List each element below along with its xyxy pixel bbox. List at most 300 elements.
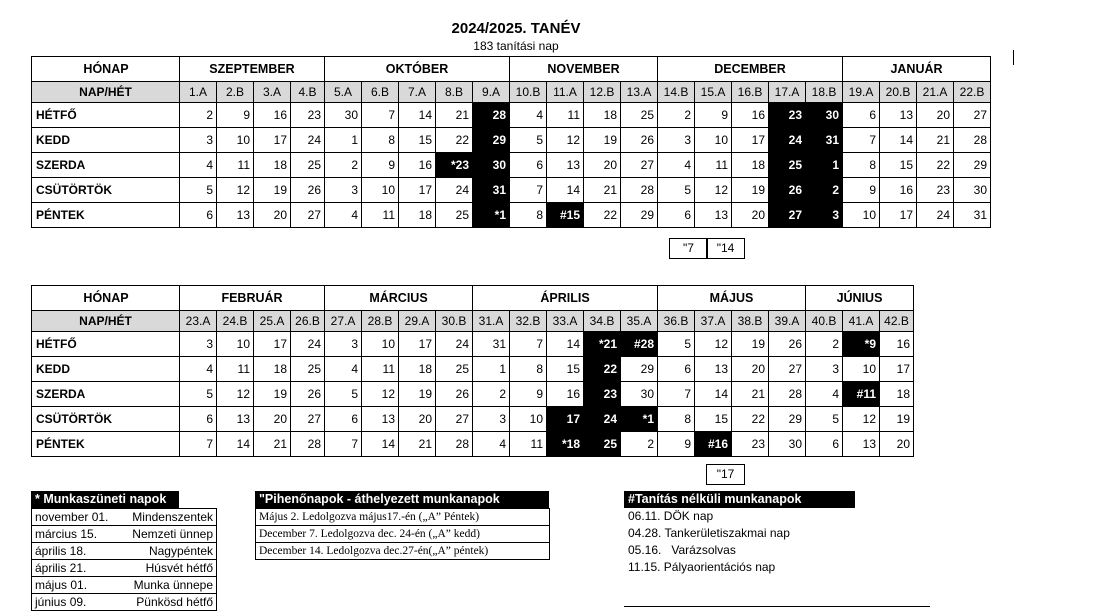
date-cell: 30 bbox=[769, 432, 806, 457]
date-cell: 5 bbox=[658, 332, 695, 357]
holiday-row bbox=[32, 594, 217, 611]
date-cell: 13 bbox=[695, 357, 732, 382]
day-row bbox=[32, 432, 914, 457]
date-cell: 17 bbox=[254, 128, 291, 153]
date-cell: 5 bbox=[806, 407, 843, 432]
date-cell: 27 bbox=[769, 357, 806, 382]
date-cell: 16 bbox=[399, 153, 436, 178]
date-cell: 13 bbox=[547, 153, 584, 178]
week-number: 19.A bbox=[843, 82, 880, 103]
date-cell: 4 bbox=[806, 382, 843, 407]
restday-text: December 14. Ledolgozva dec.27-én(„A” péntek) bbox=[256, 543, 550, 560]
day-row bbox=[32, 332, 914, 357]
date-cell: 27 bbox=[954, 103, 991, 128]
date-cell: 20 bbox=[584, 153, 621, 178]
date-cell: 17 bbox=[399, 332, 436, 357]
date-cell: 10 bbox=[510, 407, 547, 432]
date-cell: *21 bbox=[584, 332, 621, 357]
date-cell: 25 bbox=[436, 203, 473, 228]
date-cell: 7 bbox=[180, 432, 217, 457]
date-cell: 25 bbox=[621, 103, 658, 128]
date-cell: 15 bbox=[399, 128, 436, 153]
date-cell: 29 bbox=[621, 203, 658, 228]
workday-item: 11.15. Pályaorientációs nap bbox=[628, 560, 776, 574]
date-cell: *1 bbox=[473, 203, 510, 228]
date-cell: 16 bbox=[880, 178, 917, 203]
date-cell: 28 bbox=[621, 178, 658, 203]
date-cell: 9 bbox=[362, 153, 399, 178]
month-name: ÁPRILIS bbox=[473, 286, 658, 311]
date-cell: 25 bbox=[769, 153, 806, 178]
divider-line bbox=[624, 606, 930, 607]
date-cell: 17 bbox=[880, 357, 914, 382]
day-label: HÉTFŐ bbox=[32, 332, 180, 357]
date-cell: 27 bbox=[436, 407, 473, 432]
date-cell: 1 bbox=[806, 153, 843, 178]
date-cell: 19 bbox=[399, 382, 436, 407]
date-cell: 13 bbox=[217, 203, 254, 228]
holiday-name: Húsvét hétfő bbox=[120, 560, 217, 577]
date-cell: 26 bbox=[769, 332, 806, 357]
date-cell: 18 bbox=[584, 103, 621, 128]
date-cell: 11 bbox=[362, 203, 399, 228]
date-cell: 12 bbox=[217, 178, 254, 203]
week-number: 34.B bbox=[584, 311, 621, 332]
date-cell: 26 bbox=[436, 382, 473, 407]
week-number: 31.A bbox=[473, 311, 510, 332]
holiday-date: április 21. bbox=[32, 560, 120, 577]
week-number: 20.B bbox=[880, 82, 917, 103]
week-number: 1.A bbox=[180, 82, 217, 103]
restdays-list bbox=[255, 508, 550, 560]
week-number: 4.B bbox=[291, 82, 325, 103]
holiday-name: Pünkösd hétfő bbox=[120, 594, 217, 611]
week-number: 27.A bbox=[325, 311, 362, 332]
holidays-list bbox=[31, 508, 217, 611]
date-cell: 20 bbox=[254, 203, 291, 228]
date-cell: 3 bbox=[325, 178, 362, 203]
date-cell: 3 bbox=[180, 128, 217, 153]
date-cell: 12 bbox=[547, 128, 584, 153]
month-name: MÁRCIUS bbox=[325, 286, 473, 311]
holiday-date: március 15. bbox=[32, 526, 120, 543]
date-cell: 24 bbox=[291, 332, 325, 357]
date-cell: 23 bbox=[584, 382, 621, 407]
date-cell: 7 bbox=[325, 432, 362, 457]
date-cell: 15 bbox=[547, 357, 584, 382]
holiday-row bbox=[32, 577, 217, 594]
week-number: 10.B bbox=[510, 82, 547, 103]
date-cell: 20 bbox=[254, 407, 291, 432]
day-label: PÉNTEK bbox=[32, 203, 180, 228]
date-cell: 11 bbox=[695, 153, 732, 178]
date-cell: 16 bbox=[732, 103, 769, 128]
date-cell: 26 bbox=[621, 128, 658, 153]
date-cell: *18 bbox=[547, 432, 584, 457]
date-cell: 31 bbox=[806, 128, 843, 153]
month-name: NOVEMBER bbox=[510, 57, 658, 82]
week-label: NAP/HÉT bbox=[32, 82, 180, 103]
restdays-header: "Pihenőnapok - áthelyezett munkanapok bbox=[255, 491, 549, 508]
date-cell: 14 bbox=[547, 178, 584, 203]
date-cell: 28 bbox=[291, 432, 325, 457]
month-name: DECEMBER bbox=[658, 57, 843, 82]
date-cell: 17 bbox=[880, 203, 917, 228]
week-number: 33.A bbox=[547, 311, 584, 332]
date-cell: 4 bbox=[180, 357, 217, 382]
week-number: 22.B bbox=[954, 82, 991, 103]
week-number: 12.B bbox=[584, 82, 621, 103]
date-cell: 11 bbox=[217, 357, 254, 382]
day-label: KEDD bbox=[32, 357, 180, 382]
restday-row bbox=[256, 526, 550, 543]
date-cell: 9 bbox=[510, 382, 547, 407]
date-cell: 22 bbox=[917, 153, 954, 178]
week-number: 32.B bbox=[510, 311, 547, 332]
date-cell: 10 bbox=[695, 128, 732, 153]
date-cell: 15 bbox=[695, 407, 732, 432]
week-number: 18.B bbox=[806, 82, 843, 103]
month-label: HÓNAP bbox=[32, 286, 180, 311]
date-cell: 6 bbox=[180, 407, 217, 432]
week-number: 35.A bbox=[621, 311, 658, 332]
date-cell: 27 bbox=[621, 153, 658, 178]
week-number: 17.A bbox=[769, 82, 806, 103]
date-cell: 2 bbox=[806, 332, 843, 357]
date-cell: #16 bbox=[695, 432, 732, 457]
holiday-row bbox=[32, 543, 217, 560]
date-cell: 17 bbox=[732, 128, 769, 153]
calendar-table-spring bbox=[31, 285, 914, 457]
week-number: 9.A bbox=[473, 82, 510, 103]
date-cell: 12 bbox=[362, 382, 399, 407]
holiday-name: Nagypéntek bbox=[120, 543, 217, 560]
week-number: 24.B bbox=[217, 311, 254, 332]
restday-row bbox=[256, 509, 550, 526]
date-cell: 14 bbox=[880, 128, 917, 153]
date-cell: 13 bbox=[880, 103, 917, 128]
date-cell: 10 bbox=[217, 128, 254, 153]
day-label: CSÜTÖRTÖK bbox=[32, 178, 180, 203]
week-number: 8.B bbox=[436, 82, 473, 103]
date-cell: 12 bbox=[695, 332, 732, 357]
day-row bbox=[32, 407, 914, 432]
date-cell: 6 bbox=[806, 432, 843, 457]
date-cell: 3 bbox=[806, 203, 843, 228]
week-number: 7.A bbox=[399, 82, 436, 103]
week-number: 15.A bbox=[695, 82, 732, 103]
day-row bbox=[32, 153, 991, 178]
date-cell: 21 bbox=[399, 432, 436, 457]
holiday-date: május 01. bbox=[32, 577, 120, 594]
date-cell: 10 bbox=[843, 357, 880, 382]
date-cell: 30 bbox=[621, 382, 658, 407]
workday-item: 06.11. DÖK nap bbox=[628, 509, 714, 523]
date-cell: 25 bbox=[291, 357, 325, 382]
note-cell: "17 bbox=[706, 464, 745, 485]
date-cell: 1 bbox=[473, 357, 510, 382]
date-cell: 27 bbox=[291, 203, 325, 228]
date-cell: 12 bbox=[217, 382, 254, 407]
day-label: SZERDA bbox=[32, 382, 180, 407]
date-cell: 3 bbox=[806, 357, 843, 382]
date-cell: 30 bbox=[473, 153, 510, 178]
holiday-name: Nemzeti ünnep bbox=[120, 526, 217, 543]
date-cell: 7 bbox=[843, 128, 880, 153]
holiday-name: Munka ünnepe bbox=[120, 577, 217, 594]
date-cell: 30 bbox=[954, 178, 991, 203]
date-cell: 29 bbox=[769, 407, 806, 432]
date-cell: 18 bbox=[399, 203, 436, 228]
week-number: 23.A bbox=[180, 311, 217, 332]
date-cell: 5 bbox=[325, 382, 362, 407]
day-label: CSÜTÖRTÖK bbox=[32, 407, 180, 432]
date-cell: 30 bbox=[325, 103, 362, 128]
date-cell: 18 bbox=[732, 153, 769, 178]
week-number: 11.A bbox=[547, 82, 584, 103]
holiday-name: Mindenszentek bbox=[120, 509, 217, 526]
date-cell: 24 bbox=[436, 332, 473, 357]
date-cell: 19 bbox=[254, 382, 291, 407]
date-cell: 8 bbox=[510, 203, 547, 228]
date-cell: 18 bbox=[254, 153, 291, 178]
date-cell: 14 bbox=[362, 432, 399, 457]
week-number: 28.B bbox=[362, 311, 399, 332]
date-cell: 21 bbox=[917, 128, 954, 153]
date-cell: *23 bbox=[436, 153, 473, 178]
month-name: JÚNIUS bbox=[806, 286, 914, 311]
date-cell: 6 bbox=[510, 153, 547, 178]
date-cell: 19 bbox=[584, 128, 621, 153]
date-cell: 2 bbox=[658, 103, 695, 128]
holidays-header: * Munkaszüneti napok bbox=[31, 491, 179, 508]
date-cell: 23 bbox=[291, 103, 325, 128]
day-label: KEDD bbox=[32, 128, 180, 153]
date-cell: 12 bbox=[695, 178, 732, 203]
date-cell: 6 bbox=[658, 203, 695, 228]
date-cell: 1 bbox=[325, 128, 362, 153]
day-row bbox=[32, 103, 991, 128]
date-cell: 5 bbox=[510, 128, 547, 153]
date-cell: 30 bbox=[806, 103, 843, 128]
date-cell: 11 bbox=[510, 432, 547, 457]
date-cell: 7 bbox=[510, 332, 547, 357]
date-cell: 9 bbox=[695, 103, 732, 128]
note-cell: "14 bbox=[706, 238, 745, 259]
date-cell: 21 bbox=[254, 432, 291, 457]
day-row bbox=[32, 203, 991, 228]
day-row bbox=[32, 382, 914, 407]
date-cell: 21 bbox=[584, 178, 621, 203]
date-cell: 29 bbox=[473, 128, 510, 153]
month-label: HÓNAP bbox=[32, 57, 180, 82]
date-cell: *9 bbox=[843, 332, 880, 357]
date-cell: 3 bbox=[180, 332, 217, 357]
date-cell: 17 bbox=[254, 332, 291, 357]
date-cell: 11 bbox=[547, 103, 584, 128]
note-cell: "7 bbox=[669, 238, 708, 259]
month-name: JANUÁR bbox=[843, 57, 991, 82]
workdays-header: #Tanítás nélküli munkanapok bbox=[624, 491, 855, 508]
date-cell: 19 bbox=[880, 407, 914, 432]
date-cell: 23 bbox=[732, 432, 769, 457]
date-cell: 9 bbox=[843, 178, 880, 203]
date-cell: 28 bbox=[436, 432, 473, 457]
date-cell: 4 bbox=[473, 432, 510, 457]
date-cell: 22 bbox=[584, 357, 621, 382]
date-cell: *1 bbox=[621, 407, 658, 432]
date-cell: 27 bbox=[769, 203, 806, 228]
date-cell: 29 bbox=[954, 153, 991, 178]
week-number: 13.A bbox=[621, 82, 658, 103]
date-cell: 14 bbox=[217, 432, 254, 457]
holiday-row bbox=[32, 560, 217, 577]
month-name: SZEPTEMBER bbox=[180, 57, 325, 82]
date-cell: 2 bbox=[180, 103, 217, 128]
week-number: 41.A bbox=[843, 311, 880, 332]
workday-item: 05.16. Varázsolvas bbox=[628, 543, 736, 557]
date-cell: 27 bbox=[291, 407, 325, 432]
date-cell: 23 bbox=[769, 103, 806, 128]
date-cell: 8 bbox=[658, 407, 695, 432]
week-number: 38.B bbox=[732, 311, 769, 332]
date-cell: 12 bbox=[843, 407, 880, 432]
date-cell: 18 bbox=[399, 357, 436, 382]
day-row bbox=[32, 357, 914, 382]
date-cell: 25 bbox=[584, 432, 621, 457]
date-cell: 16 bbox=[254, 103, 291, 128]
date-cell: #11 bbox=[843, 382, 880, 407]
week-number: 39.A bbox=[769, 311, 806, 332]
date-cell: 13 bbox=[362, 407, 399, 432]
date-cell: 15 bbox=[880, 153, 917, 178]
date-cell: 26 bbox=[769, 178, 806, 203]
date-cell: 9 bbox=[217, 103, 254, 128]
date-cell: 3 bbox=[325, 332, 362, 357]
date-cell: 7 bbox=[510, 178, 547, 203]
date-cell: 5 bbox=[180, 178, 217, 203]
date-cell: 28 bbox=[954, 128, 991, 153]
date-cell: 10 bbox=[362, 178, 399, 203]
week-number: 30.B bbox=[436, 311, 473, 332]
holiday-row bbox=[32, 526, 217, 543]
date-cell: 20 bbox=[732, 203, 769, 228]
date-cell: 24 bbox=[917, 203, 954, 228]
calendar-table-autumn bbox=[31, 56, 991, 228]
date-cell: 5 bbox=[658, 178, 695, 203]
week-number: 21.A bbox=[917, 82, 954, 103]
date-cell: 22 bbox=[584, 203, 621, 228]
date-cell: 31 bbox=[473, 178, 510, 203]
date-cell: 16 bbox=[880, 332, 914, 357]
week-number: 26.B bbox=[291, 311, 325, 332]
date-cell: 24 bbox=[584, 407, 621, 432]
date-cell: 23 bbox=[917, 178, 954, 203]
date-cell: #15 bbox=[547, 203, 584, 228]
holiday-row bbox=[32, 509, 217, 526]
date-cell: 28 bbox=[473, 103, 510, 128]
date-cell: 5 bbox=[180, 382, 217, 407]
day-row bbox=[32, 128, 991, 153]
week-number: 2.B bbox=[217, 82, 254, 103]
date-cell: #28 bbox=[621, 332, 658, 357]
date-cell: 31 bbox=[473, 332, 510, 357]
date-cell: 4 bbox=[510, 103, 547, 128]
document-subtitle: 183 tanítási nap bbox=[473, 39, 559, 53]
date-cell: 25 bbox=[436, 357, 473, 382]
date-cell: 6 bbox=[180, 203, 217, 228]
date-cell: 16 bbox=[547, 382, 584, 407]
date-cell: 26 bbox=[291, 178, 325, 203]
date-cell: 20 bbox=[399, 407, 436, 432]
date-cell: 4 bbox=[325, 357, 362, 382]
date-cell: 22 bbox=[732, 407, 769, 432]
date-cell: 13 bbox=[843, 432, 880, 457]
week-number: 5.A bbox=[325, 82, 362, 103]
date-cell: 20 bbox=[880, 432, 914, 457]
day-label: HÉTFŐ bbox=[32, 103, 180, 128]
date-cell: 13 bbox=[695, 203, 732, 228]
date-cell: 17 bbox=[547, 407, 584, 432]
date-cell: 21 bbox=[436, 103, 473, 128]
workday-item: 04.28. Tankerületiszakmai nap bbox=[628, 526, 790, 540]
date-cell: 8 bbox=[843, 153, 880, 178]
date-cell: 11 bbox=[217, 153, 254, 178]
date-cell: 2 bbox=[473, 382, 510, 407]
date-cell: 20 bbox=[917, 103, 954, 128]
month-name: FEBRUÁR bbox=[180, 286, 325, 311]
text-cursor bbox=[1013, 50, 1014, 65]
date-cell: 20 bbox=[732, 357, 769, 382]
date-cell: 14 bbox=[695, 382, 732, 407]
week-number: 40.B bbox=[806, 311, 843, 332]
date-cell: 24 bbox=[769, 128, 806, 153]
date-cell: 8 bbox=[362, 128, 399, 153]
date-cell: 7 bbox=[362, 103, 399, 128]
date-cell: 29 bbox=[621, 357, 658, 382]
date-cell: 22 bbox=[436, 128, 473, 153]
date-cell: 21 bbox=[732, 382, 769, 407]
month-name: MÁJUS bbox=[658, 286, 806, 311]
date-cell: 17 bbox=[399, 178, 436, 203]
day-row bbox=[32, 178, 991, 203]
week-label: NAP/HÉT bbox=[32, 311, 180, 332]
date-cell: 31 bbox=[954, 203, 991, 228]
week-number: 25.A bbox=[254, 311, 291, 332]
holiday-date: november 01. bbox=[32, 509, 120, 526]
date-cell: 28 bbox=[769, 382, 806, 407]
restday-text: Május 2. Ledolgozva május17.-én („A” Péntek) bbox=[256, 509, 550, 526]
workdays-list bbox=[628, 508, 790, 576]
date-cell: 7 bbox=[658, 382, 695, 407]
date-cell: 4 bbox=[325, 203, 362, 228]
date-cell: 11 bbox=[362, 357, 399, 382]
week-number: 29.A bbox=[399, 311, 436, 332]
date-cell: 18 bbox=[254, 357, 291, 382]
date-cell: 10 bbox=[843, 203, 880, 228]
date-cell: 3 bbox=[658, 128, 695, 153]
holiday-date: június 09. bbox=[32, 594, 120, 611]
date-cell: 6 bbox=[658, 357, 695, 382]
date-cell: 3 bbox=[473, 407, 510, 432]
week-number: 16.B bbox=[732, 82, 769, 103]
day-label: SZERDA bbox=[32, 153, 180, 178]
week-number: 6.B bbox=[362, 82, 399, 103]
restday-text: December 7. Ledolgozva dec. 24-én („A” kedd) bbox=[256, 526, 550, 543]
holiday-date: április 18. bbox=[32, 543, 120, 560]
date-cell: 10 bbox=[217, 332, 254, 357]
date-cell: 10 bbox=[362, 332, 399, 357]
